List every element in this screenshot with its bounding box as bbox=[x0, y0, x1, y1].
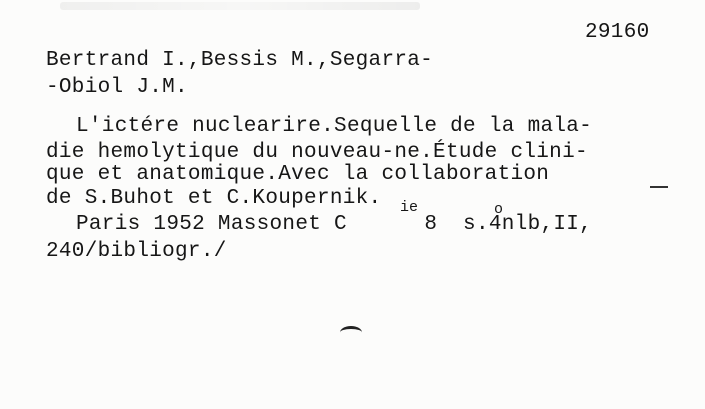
title-line: de S.Buhot et C.Koupernik. bbox=[46, 187, 382, 210]
typewriter-dash-mark bbox=[650, 186, 668, 188]
bleed-through-mark bbox=[60, 2, 420, 10]
card-number: 29160 bbox=[585, 21, 650, 44]
authors-line: -Obiol J.M. bbox=[46, 76, 188, 99]
title-line: die hemolytique du nouveau-ne.Étude clini- bbox=[46, 141, 588, 164]
ink-smudge bbox=[340, 326, 362, 339]
authors-line: Bertrand I.,Bessis M.,Segarra- bbox=[46, 49, 434, 72]
publisher-superscript: ie bbox=[400, 199, 419, 216]
format-superscript: o bbox=[494, 201, 504, 218]
imprint-line: Paris 1952 Massonet C 8 s.4nlb,II, bbox=[76, 213, 593, 236]
imprint-line: 240/bibliogr./ bbox=[46, 240, 227, 263]
title-line: que et anatomique.Avec la collaboration bbox=[46, 163, 550, 186]
title-line: L'ictére nuclearire.Sequelle de la mala- bbox=[76, 115, 593, 138]
